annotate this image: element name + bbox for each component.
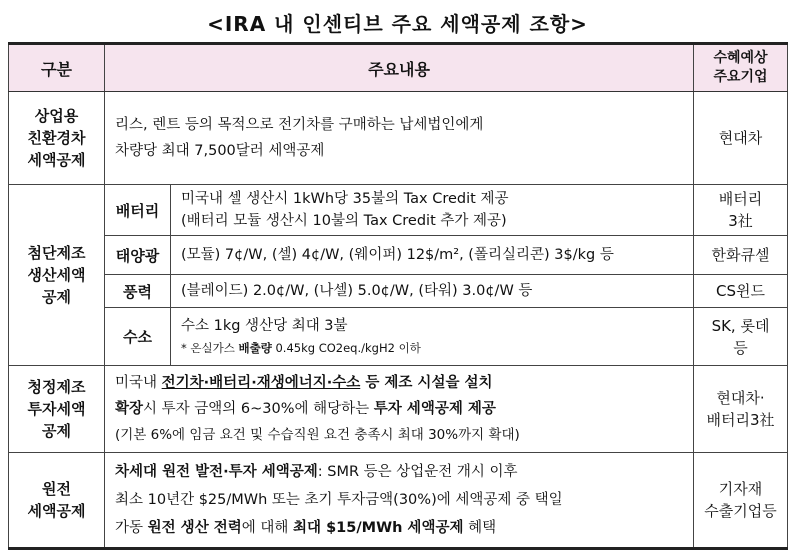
- note-text: 0.45kg CO2eq./kgH2 이하: [271, 340, 421, 355]
- company-line: 배터리3社: [706, 411, 775, 429]
- company-line: 수출기업등: [704, 502, 777, 520]
- page-title: <IRA 내 인센티브 주요 세액공제 조항>: [207, 12, 588, 36]
- sub-battery: 배터리: [105, 185, 171, 236]
- content-line: [115, 396, 683, 422]
- header-beneficiary: [694, 44, 788, 92]
- company-clean: [694, 366, 788, 453]
- category-clean: [9, 366, 105, 453]
- note-text: * 온실가스: [181, 340, 239, 355]
- category-line: 상업용: [34, 107, 79, 125]
- content-line: 차량당 최대 7,500달러 세액공제: [115, 143, 325, 159]
- content-line: (배터리 모듈 생산시 10불의 Tax Credit 추가 제공): [181, 213, 507, 229]
- bold-text: 투자 세액공제 제공: [373, 401, 496, 417]
- table-row: [9, 185, 788, 236]
- table-row: [9, 236, 788, 275]
- category-line: 원전: [42, 480, 71, 498]
- table-row: [9, 275, 788, 308]
- content-solar: (모듈) 7¢/W, (셀) 4¢/W, (웨이퍼) 12$/m², (폴리실리콘) 3$/kg 등: [171, 236, 694, 275]
- company-commercial: 현대차: [694, 92, 788, 185]
- category-line: 첨단제조: [27, 244, 86, 262]
- company-line: 배터리: [718, 190, 763, 208]
- category-line: 세액공제: [27, 151, 86, 169]
- bold-text: 최대 $15/MWh 세액공제: [293, 520, 464, 536]
- content-line: [115, 514, 683, 542]
- category-line: 공제: [42, 422, 71, 440]
- note-bold-text: 배출량: [238, 340, 272, 355]
- company-line: 3社: [728, 212, 753, 230]
- sub-solar: 태양광: [105, 236, 171, 275]
- table-row: [9, 308, 788, 366]
- bold-text: 확장: [115, 401, 144, 417]
- company-line: 현대차·: [716, 389, 765, 407]
- bold-text: 등 제조 시설을 설치: [360, 375, 493, 391]
- header-row: [9, 44, 788, 92]
- text: : SMR 등은 상업운전 개시 이후: [317, 464, 518, 480]
- company-battery: [694, 185, 788, 236]
- category-commercial: [9, 92, 105, 185]
- header-beneficiary-line2: 주요기업: [713, 69, 768, 85]
- table-row: [9, 366, 788, 453]
- category-line: 청정제조: [27, 378, 86, 396]
- company-wind: CS윈드: [694, 275, 788, 308]
- category-line: 투자세액: [27, 400, 86, 418]
- category-line: 친환경차: [27, 129, 86, 147]
- category-advanced: [9, 185, 105, 366]
- category-line: 공제: [42, 288, 71, 306]
- text: 혜택: [463, 520, 497, 536]
- text: 시 투자 금액의 6~30%에 해당하는: [143, 401, 374, 417]
- table-row: [9, 453, 788, 549]
- content-clean: [105, 366, 694, 453]
- content-line: [115, 458, 683, 486]
- category-nuclear: [9, 453, 105, 549]
- header-beneficiary-line1: 수혜예상: [713, 50, 768, 66]
- bold-text: 전기차·배터리·재생에너지·수소: [161, 375, 361, 391]
- content-line: 수소 1kg 생산당 최대 3불: [181, 317, 348, 334]
- table-row: [9, 92, 788, 185]
- content-battery: [171, 185, 694, 236]
- company-solar: 한화큐셀: [694, 236, 788, 275]
- tax-credit-table: [8, 42, 788, 550]
- category-line: 생산세액: [27, 266, 86, 284]
- company-line: 기자재: [718, 480, 763, 498]
- content-hydrogen: [171, 308, 694, 366]
- bold-text: 원전 생산 전력: [147, 520, 242, 536]
- text: 미국내: [115, 375, 162, 391]
- bold-text: 차세대 원전 발전·투자 세액공제: [115, 464, 318, 480]
- content-wind: (블레이드) 2.0¢/W, (나셀) 5.0¢/W, (타워) 3.0¢/W 등: [171, 275, 694, 308]
- content-nuclear: [105, 453, 694, 549]
- sub-wind: 풍력: [105, 275, 171, 308]
- company-line: 등: [733, 338, 748, 357]
- company-line: SK, 롯데: [711, 316, 770, 335]
- content-line: 미국내 셀 생산시 1kWh당 35불의 Tax Credit 제공: [181, 191, 509, 207]
- content-line: (기본 6%에 임금 요건 및 수습직원 요건 충족시 최대 30%까지 확대): [115, 427, 520, 443]
- company-hydrogen: [694, 308, 788, 366]
- content-line: 최소 10년간 $25/MWh 또는 초기 투자금액(30%)에 세액공제 중 택일: [115, 492, 563, 508]
- sub-hydrogen: 수소: [105, 308, 171, 366]
- text: 에 대해: [241, 520, 294, 536]
- content-commercial: [105, 92, 694, 185]
- company-nuclear: [694, 453, 788, 549]
- header-content: 주요내용: [105, 44, 694, 92]
- hydrogen-note: [181, 337, 683, 359]
- header-category: 구분: [9, 44, 105, 92]
- category-line: 세액공제: [27, 502, 86, 520]
- content-line: [115, 370, 683, 396]
- text: 가동: [115, 520, 148, 536]
- content-line: 리스, 렌트 등의 목적으로 전기차를 구매하는 납세법인에게: [115, 117, 484, 133]
